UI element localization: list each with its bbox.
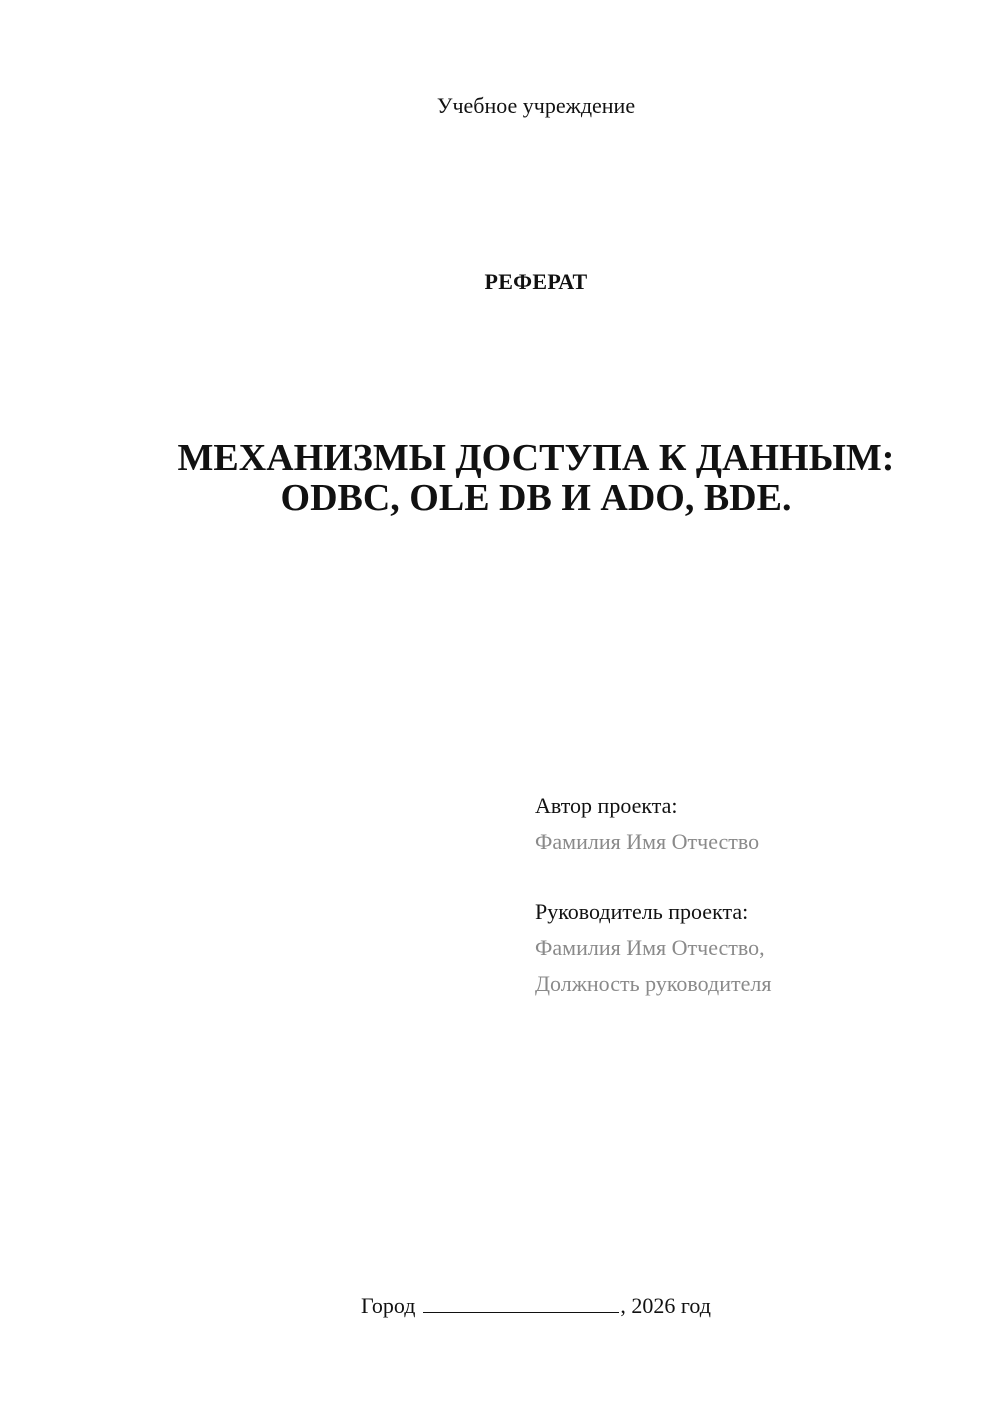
supervisor-name: Фамилия Имя Отчество, <box>535 935 765 960</box>
supervisor-position: Должность руководителя <box>535 971 772 996</box>
city-blank-line <box>423 1290 619 1313</box>
document-type: РЕФЕРАТ <box>484 269 588 294</box>
institution-name: Учебное учреждение <box>436 93 636 118</box>
signature-spacer <box>535 860 975 894</box>
author-name: Фамилия Имя Отчество <box>535 829 760 854</box>
author-label: Автор проекта: <box>535 793 678 818</box>
title-line-1: МЕХАНИЗМЫ ДОСТУПА К ДАННЫМ: <box>177 437 895 479</box>
signature-block <box>535 788 975 1002</box>
footer-city-year <box>0 1290 1000 1320</box>
title-line-2: ODBC, OLE DB И ADO, BDE. <box>280 477 792 519</box>
city-label: Город <box>361 1293 416 1318</box>
supervisor-label: Руководитель проекта: <box>535 899 749 924</box>
year-text: , 2026 год <box>620 1293 711 1318</box>
document-title <box>0 438 1000 518</box>
